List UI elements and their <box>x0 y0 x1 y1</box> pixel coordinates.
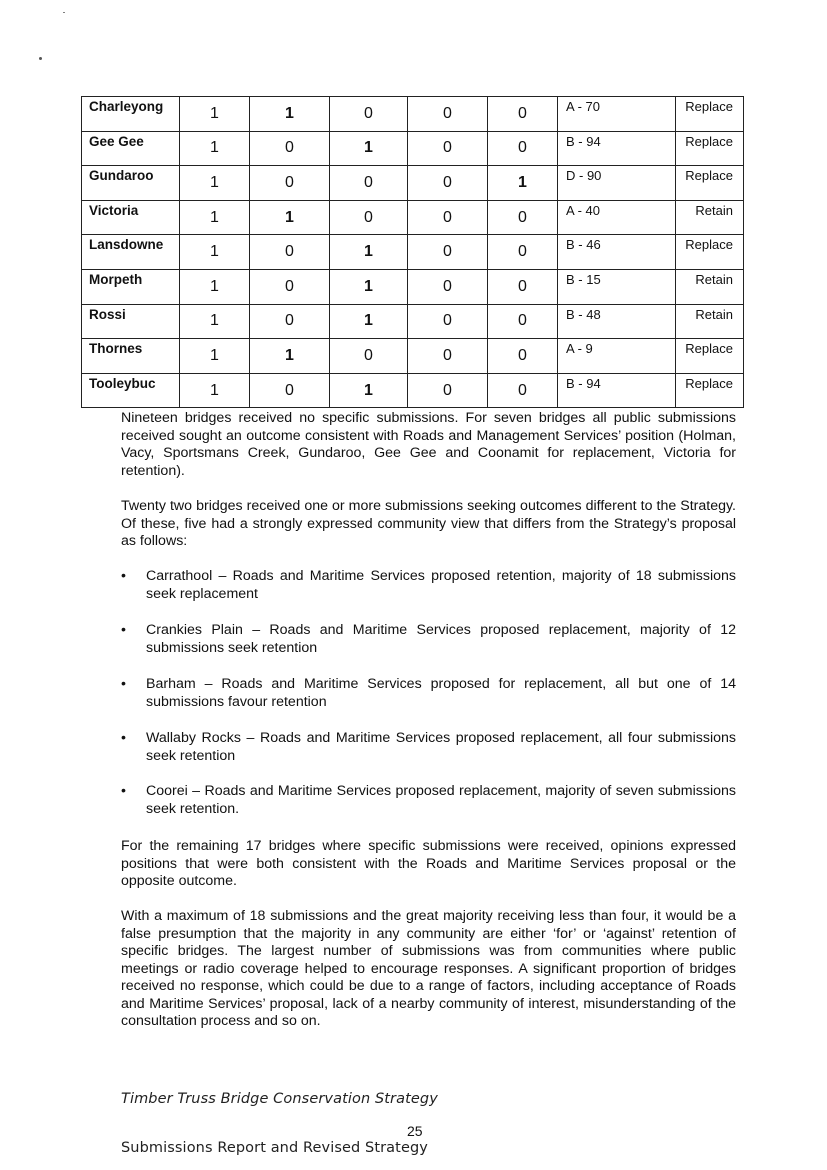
bullet-text: Crankies Plain – Roads and Maritime Services proposed replacement, majority of 12 submissions seek retention <box>146 622 736 656</box>
table-row <box>82 235 744 270</box>
footer-subtitle: Submissions Report and Revised Strategy <box>121 1140 428 1156</box>
bullet-glyph: • <box>121 676 126 692</box>
grade-cell: B - 46 <box>558 235 676 270</box>
bullet-text: Carrathool – Roads and Maritime Services proposed retention, majority of 18 submissions seek replacement <box>146 568 736 602</box>
grade-cell: B - 15 <box>558 269 676 304</box>
recommendation-cell: Replace <box>676 97 744 132</box>
count-cell: 1 <box>330 373 408 408</box>
paragraph-no-submissions <box>121 410 736 480</box>
count-cell: 0 <box>408 304 488 339</box>
bridge-name-cell: Victoria <box>82 200 180 235</box>
bridge-name-cell: Tooleybuc <box>82 373 180 408</box>
paragraph-text: With a maximum of 18 submissions and the great majority receiving less than four, it would be a false presumption that the majority in any community are either ‘for’ or ‘against’ retention of specific bridges. The largest number of submissions was from communities where public meetings or radio coverage helped to encourage responses. A significant proportion of bridges received no response, which could be due to a range of factors, including acceptance of Roads and Maritime Services’ proposal, lack of a nearby community of interest, misunderstanding of the consultation process and so on. <box>121 908 736 1029</box>
footer-title: Timber Truss Bridge Conservation Strategy <box>121 1091 438 1107</box>
bridge-name-cell: Thornes <box>82 339 180 374</box>
count-cell: 0 <box>330 166 408 201</box>
grade-cell: A - 70 <box>558 97 676 132</box>
paragraph-text: For the remaining 17 bridges where specific submissions were received, opinions expressed positions that were both consistent with the Roads and Maritime Services proposal or the opposite outcome. <box>121 838 736 889</box>
count-cell: 0 <box>250 304 330 339</box>
count-cell: 0 <box>488 373 558 408</box>
bridge-name-cell: Lansdowne <box>82 235 180 270</box>
recommendation-cell: Replace <box>676 373 744 408</box>
grade-cell: B - 94 <box>558 373 676 408</box>
table-row <box>82 131 744 166</box>
count-cell: 0 <box>488 97 558 132</box>
count-cell: 0 <box>330 200 408 235</box>
table-row <box>82 97 744 132</box>
count-cell: 0 <box>488 339 558 374</box>
table-row <box>82 373 744 408</box>
recommendation-cell: Replace <box>676 131 744 166</box>
recommendation-cell: Retain <box>676 304 744 339</box>
bullet-text: Barham – Roads and Maritime Services proposed for replacement, all but one of 14 submissions favour retention <box>146 676 736 710</box>
count-cell: 1 <box>180 200 250 235</box>
count-cell: 1 <box>330 235 408 270</box>
count-cell: 1 <box>330 269 408 304</box>
count-cell: 1 <box>180 235 250 270</box>
scan-speck <box>39 57 42 60</box>
paragraph-remaining-bridges <box>121 838 736 891</box>
bullet-glyph: • <box>121 783 126 799</box>
grade-cell: A - 9 <box>558 339 676 374</box>
count-cell: 0 <box>250 166 330 201</box>
bullet-glyph: • <box>121 730 126 746</box>
table-body <box>82 97 744 408</box>
bridge-name-cell: Gundaroo <box>82 166 180 201</box>
bridge-submissions-table <box>81 96 744 408</box>
count-cell: 1 <box>180 97 250 132</box>
count-cell: 0 <box>408 131 488 166</box>
table-row <box>82 269 744 304</box>
count-cell: 0 <box>488 269 558 304</box>
count-cell: 0 <box>488 235 558 270</box>
grade-cell: B - 94 <box>558 131 676 166</box>
bridge-name-cell: Gee Gee <box>82 131 180 166</box>
count-cell: 0 <box>250 131 330 166</box>
count-cell: 0 <box>250 269 330 304</box>
count-cell: 1 <box>488 166 558 201</box>
count-cell: 0 <box>408 269 488 304</box>
paragraph-text: Nineteen bridges received no specific submissions. For seven bridges all public submissions received sought an outcome consistent with Roads and Management Services’ position (Holman, Vacy, Sportsmans Creek, Gundaroo, Gee Gee and Coonamit for replacement, Victoria for retention). <box>121 410 736 479</box>
recommendation-cell: Replace <box>676 166 744 201</box>
paragraph-text: Twenty two bridges received one or more submissions seeking outcomes different to the Strategy. Of these, five had a strongly expressed community view that differs from the Strategy’s proposal as follows: <box>121 498 736 549</box>
count-cell: 1 <box>180 269 250 304</box>
grade-cell: D - 90 <box>558 166 676 201</box>
count-cell: 0 <box>488 200 558 235</box>
count-cell: 0 <box>330 339 408 374</box>
count-cell: 1 <box>250 97 330 132</box>
table-row <box>82 304 744 339</box>
recommendation-cell: Replace <box>676 235 744 270</box>
bridge-name-cell: Charleyong <box>82 97 180 132</box>
page-number: 25 <box>407 1123 423 1139</box>
count-cell: 0 <box>330 97 408 132</box>
count-cell: 1 <box>180 131 250 166</box>
count-cell: 1 <box>180 339 250 374</box>
count-cell: 1 <box>330 304 408 339</box>
count-cell: 0 <box>250 373 330 408</box>
count-cell: 0 <box>408 235 488 270</box>
recommendation-cell: Retain <box>676 200 744 235</box>
bullet-text: Wallaby Rocks – Roads and Maritime Services proposed replacement, all four submissions seek retention <box>146 730 736 764</box>
count-cell: 1 <box>250 200 330 235</box>
count-cell: 1 <box>250 339 330 374</box>
count-cell: 1 <box>330 131 408 166</box>
table-row <box>82 166 744 201</box>
count-cell: 1 <box>180 373 250 408</box>
count-cell: 0 <box>488 131 558 166</box>
paragraph-maximum-submissions <box>121 908 736 1031</box>
paragraph-different-outcomes <box>121 498 736 551</box>
count-cell: 0 <box>408 373 488 408</box>
grade-cell: B - 48 <box>558 304 676 339</box>
count-cell: 0 <box>408 339 488 374</box>
bridge-name-cell: Rossi <box>82 304 180 339</box>
count-cell: 0 <box>408 97 488 132</box>
bullet-text: Coorei – Roads and Maritime Services proposed replacement, majority of seven submissions seek retention. <box>146 783 736 817</box>
count-cell: 1 <box>180 304 250 339</box>
bullet-glyph: • <box>121 568 126 584</box>
bullet-glyph: • <box>121 622 126 638</box>
table-row <box>82 200 744 235</box>
count-cell: 0 <box>250 235 330 270</box>
count-cell: 0 <box>408 200 488 235</box>
scan-speck <box>63 12 65 13</box>
count-cell: 1 <box>180 166 250 201</box>
bridge-name-cell: Morpeth <box>82 269 180 304</box>
count-cell: 0 <box>488 304 558 339</box>
table-row <box>82 339 744 374</box>
grade-cell: A - 40 <box>558 200 676 235</box>
count-cell: 0 <box>408 166 488 201</box>
recommendation-cell: Replace <box>676 339 744 374</box>
recommendation-cell: Retain <box>676 269 744 304</box>
